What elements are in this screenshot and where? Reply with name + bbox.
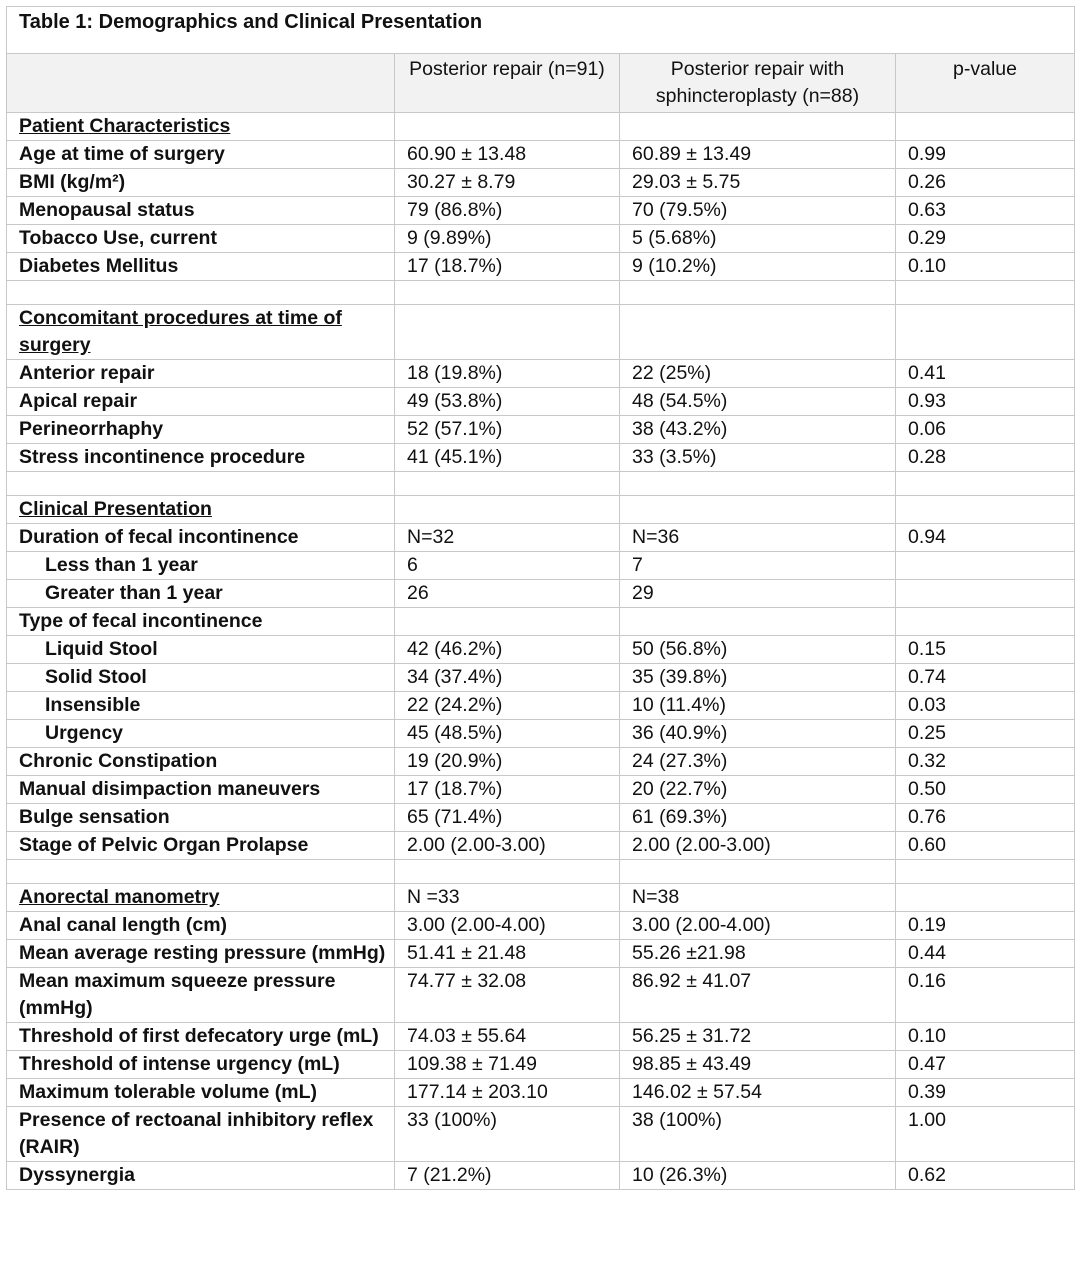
p-value: 0.25 — [896, 720, 1075, 748]
sphincteroplasty-value — [620, 472, 896, 496]
posterior-repair-value: 60.90 ± 13.48 — [395, 141, 620, 169]
p-value: 0.10 — [896, 253, 1075, 281]
p-value: 1.00 — [896, 1107, 1075, 1162]
spacer-row — [7, 281, 1075, 305]
p-value: 0.19 — [896, 912, 1075, 940]
p-value: 0.28 — [896, 444, 1075, 472]
p-value — [896, 552, 1075, 580]
table-row — [7, 912, 1075, 940]
row-label — [7, 281, 395, 305]
posterior-repair-value: 17 (18.7%) — [395, 253, 620, 281]
p-value: 0.62 — [896, 1162, 1075, 1190]
posterior-repair-value: 3.00 (2.00-4.00) — [395, 912, 620, 940]
posterior-repair-value — [395, 608, 620, 636]
sphincteroplasty-value — [620, 496, 896, 524]
p-value — [896, 860, 1075, 884]
table-row — [7, 608, 1075, 636]
header-p-value: p-value — [896, 54, 1075, 113]
sphincteroplasty-value: 55.26 ±21.98 — [620, 940, 896, 968]
posterior-repair-value: 30.27 ± 8.79 — [395, 169, 620, 197]
sphincteroplasty-value: 61 (69.3%) — [620, 804, 896, 832]
sphincteroplasty-value: N=36 — [620, 524, 896, 552]
p-value: 0.63 — [896, 197, 1075, 225]
row-label: Less than 1 year — [7, 552, 395, 580]
header-empty — [7, 54, 395, 113]
p-value: 0.26 — [896, 169, 1075, 197]
posterior-repair-value: 33 (100%) — [395, 1107, 620, 1162]
sphincteroplasty-value: 5 (5.68%) — [620, 225, 896, 253]
row-label: Age at time of surgery — [7, 141, 395, 169]
section-row — [7, 113, 1075, 141]
row-label: Perineorrhaphy — [7, 416, 395, 444]
p-value: 0.15 — [896, 636, 1075, 664]
p-value: 0.10 — [896, 1023, 1075, 1051]
row-label: Urgency — [7, 720, 395, 748]
p-value: 0.16 — [896, 968, 1075, 1023]
sphincteroplasty-value: 35 (39.8%) — [620, 664, 896, 692]
row-label: Solid Stool — [7, 664, 395, 692]
sphincteroplasty-value — [620, 305, 896, 360]
table-row — [7, 1162, 1075, 1190]
p-value: 0.74 — [896, 664, 1075, 692]
posterior-repair-value — [395, 860, 620, 884]
posterior-repair-value: 2.00 (2.00-3.00) — [395, 832, 620, 860]
sphincteroplasty-value: 50 (56.8%) — [620, 636, 896, 664]
sphincteroplasty-value: 146.02 ± 57.54 — [620, 1079, 896, 1107]
posterior-repair-value: 79 (86.8%) — [395, 197, 620, 225]
posterior-repair-value — [395, 305, 620, 360]
row-label: Maximum tolerable volume (mL) — [7, 1079, 395, 1107]
table-row — [7, 416, 1075, 444]
header-posterior-repair-sphincteroplasty: Posterior repair with sphincteroplasty (n=88) — [620, 54, 896, 113]
row-label: Bulge sensation — [7, 804, 395, 832]
p-value: 0.99 — [896, 141, 1075, 169]
p-value — [896, 884, 1075, 912]
row-label — [7, 860, 395, 884]
row-label: Duration of fecal incontinence — [7, 524, 395, 552]
posterior-repair-value: 45 (48.5%) — [395, 720, 620, 748]
table-row — [7, 1023, 1075, 1051]
row-label: Tobacco Use, current — [7, 225, 395, 253]
sphincteroplasty-value — [620, 860, 896, 884]
row-label: Presence of rectoanal inhibitory reflex (RAIR) — [7, 1107, 395, 1162]
section-heading: Clinical Presentation — [7, 496, 395, 524]
row-label: Mean average resting pressure (mmHg) — [7, 940, 395, 968]
row-label: Mean maximum squeeze pressure (mmHg) — [7, 968, 395, 1023]
p-value: 0.44 — [896, 940, 1075, 968]
p-value: 0.47 — [896, 1051, 1075, 1079]
header-row — [7, 54, 1075, 113]
posterior-repair-value: 74.03 ± 55.64 — [395, 1023, 620, 1051]
sphincteroplasty-value: 20 (22.7%) — [620, 776, 896, 804]
posterior-repair-value: 49 (53.8%) — [395, 388, 620, 416]
table-row — [7, 552, 1075, 580]
table-row — [7, 1051, 1075, 1079]
p-value: 0.60 — [896, 832, 1075, 860]
p-value — [896, 472, 1075, 496]
table-row — [7, 720, 1075, 748]
table-container — [6, 6, 1074, 1190]
p-value — [896, 580, 1075, 608]
section-row — [7, 305, 1075, 360]
p-value: 0.94 — [896, 524, 1075, 552]
posterior-repair-value — [395, 496, 620, 524]
row-label: Apical repair — [7, 388, 395, 416]
posterior-repair-value: 7 (21.2%) — [395, 1162, 620, 1190]
row-label: Insensible — [7, 692, 395, 720]
sphincteroplasty-value: 9 (10.2%) — [620, 253, 896, 281]
p-value: 0.93 — [896, 388, 1075, 416]
sphincteroplasty-value: N=38 — [620, 884, 896, 912]
p-value: 0.41 — [896, 360, 1075, 388]
posterior-repair-value: 9 (9.89%) — [395, 225, 620, 253]
sphincteroplasty-value: 98.85 ± 43.49 — [620, 1051, 896, 1079]
row-label: Anal canal length (cm) — [7, 912, 395, 940]
table-row — [7, 197, 1075, 225]
p-value: 0.03 — [896, 692, 1075, 720]
p-value: 0.06 — [896, 416, 1075, 444]
row-label: Anterior repair — [7, 360, 395, 388]
sphincteroplasty-value: 7 — [620, 552, 896, 580]
posterior-repair-value: 52 (57.1%) — [395, 416, 620, 444]
table-row — [7, 360, 1075, 388]
sphincteroplasty-value: 60.89 ± 13.49 — [620, 141, 896, 169]
row-label: Greater than 1 year — [7, 580, 395, 608]
row-label: Threshold of first defecatory urge (mL) — [7, 1023, 395, 1051]
table-row — [7, 692, 1075, 720]
posterior-repair-value — [395, 472, 620, 496]
row-label: Stage of Pelvic Organ Prolapse — [7, 832, 395, 860]
p-value — [896, 496, 1075, 524]
table-row — [7, 141, 1075, 169]
table-row — [7, 968, 1075, 1023]
sphincteroplasty-value: 10 (11.4%) — [620, 692, 896, 720]
posterior-repair-value: 19 (20.9%) — [395, 748, 620, 776]
section-row — [7, 884, 1075, 912]
table-row — [7, 253, 1075, 281]
sphincteroplasty-value: 29 — [620, 580, 896, 608]
table-row — [7, 1107, 1075, 1162]
row-label: Threshold of intense urgency (mL) — [7, 1051, 395, 1079]
p-value: 0.50 — [896, 776, 1075, 804]
posterior-repair-value: 109.38 ± 71.49 — [395, 1051, 620, 1079]
sphincteroplasty-value — [620, 113, 896, 141]
table-row — [7, 388, 1075, 416]
p-value — [896, 305, 1075, 360]
table-row — [7, 524, 1075, 552]
sphincteroplasty-value: 24 (27.3%) — [620, 748, 896, 776]
table-row — [7, 664, 1075, 692]
sphincteroplasty-value: 22 (25%) — [620, 360, 896, 388]
row-label: Diabetes Mellitus — [7, 253, 395, 281]
section-heading: Anorectal manometry — [7, 884, 395, 912]
row-label: BMI (kg/m²) — [7, 169, 395, 197]
posterior-repair-value: 18 (19.8%) — [395, 360, 620, 388]
row-label — [7, 472, 395, 496]
table-row — [7, 804, 1075, 832]
table-row — [7, 776, 1075, 804]
row-label: Liquid Stool — [7, 636, 395, 664]
sphincteroplasty-value: 70 (79.5%) — [620, 197, 896, 225]
sphincteroplasty-value: 36 (40.9%) — [620, 720, 896, 748]
header-posterior-repair: Posterior repair (n=91) — [395, 54, 620, 113]
table-row — [7, 225, 1075, 253]
row-label: Type of fecal incontinence — [7, 608, 395, 636]
section-row — [7, 496, 1075, 524]
sphincteroplasty-value — [620, 281, 896, 305]
p-value: 0.29 — [896, 225, 1075, 253]
table-row — [7, 636, 1075, 664]
table-row — [7, 444, 1075, 472]
posterior-repair-value: 26 — [395, 580, 620, 608]
section-heading: Concomitant procedures at time of surgery — [7, 305, 395, 360]
demographics-table — [6, 6, 1075, 1190]
table-row — [7, 1079, 1075, 1107]
table-row — [7, 832, 1075, 860]
spacer-row — [7, 472, 1075, 496]
sphincteroplasty-value: 10 (26.3%) — [620, 1162, 896, 1190]
spacer-row — [7, 860, 1075, 884]
posterior-repair-value: 65 (71.4%) — [395, 804, 620, 832]
posterior-repair-value: 41 (45.1%) — [395, 444, 620, 472]
row-label: Manual disimpaction maneuvers — [7, 776, 395, 804]
sphincteroplasty-value: 3.00 (2.00-4.00) — [620, 912, 896, 940]
sphincteroplasty-value: 38 (43.2%) — [620, 416, 896, 444]
row-label: Dyssynergia — [7, 1162, 395, 1190]
sphincteroplasty-value: 48 (54.5%) — [620, 388, 896, 416]
posterior-repair-value: 34 (37.4%) — [395, 664, 620, 692]
sphincteroplasty-value: 2.00 (2.00-3.00) — [620, 832, 896, 860]
p-value: 0.76 — [896, 804, 1075, 832]
sphincteroplasty-value: 29.03 ± 5.75 — [620, 169, 896, 197]
table-title: Table 1: Demographics and Clinical Presentation — [7, 7, 1075, 54]
p-value: 0.32 — [896, 748, 1075, 776]
row-label: Stress incontinence procedure — [7, 444, 395, 472]
posterior-repair-value: 74.77 ± 32.08 — [395, 968, 620, 1023]
sphincteroplasty-value: 86.92 ± 41.07 — [620, 968, 896, 1023]
row-label: Menopausal status — [7, 197, 395, 225]
posterior-repair-value — [395, 281, 620, 305]
p-value: 0.39 — [896, 1079, 1075, 1107]
sphincteroplasty-value: 33 (3.5%) — [620, 444, 896, 472]
posterior-repair-value: 42 (46.2%) — [395, 636, 620, 664]
posterior-repair-value — [395, 113, 620, 141]
p-value — [896, 281, 1075, 305]
posterior-repair-value: 51.41 ± 21.48 — [395, 940, 620, 968]
table-row — [7, 940, 1075, 968]
posterior-repair-value: 17 (18.7%) — [395, 776, 620, 804]
p-value — [896, 113, 1075, 141]
table-row — [7, 748, 1075, 776]
posterior-repair-value: N=32 — [395, 524, 620, 552]
posterior-repair-value: N =33 — [395, 884, 620, 912]
sphincteroplasty-value: 38 (100%) — [620, 1107, 896, 1162]
p-value — [896, 608, 1075, 636]
posterior-repair-value: 177.14 ± 203.10 — [395, 1079, 620, 1107]
sphincteroplasty-value: 56.25 ± 31.72 — [620, 1023, 896, 1051]
table-row — [7, 580, 1075, 608]
sphincteroplasty-value — [620, 608, 896, 636]
posterior-repair-value: 22 (24.2%) — [395, 692, 620, 720]
section-heading: Patient Characteristics — [7, 113, 395, 141]
row-label: Chronic Constipation — [7, 748, 395, 776]
posterior-repair-value: 6 — [395, 552, 620, 580]
table-row — [7, 169, 1075, 197]
